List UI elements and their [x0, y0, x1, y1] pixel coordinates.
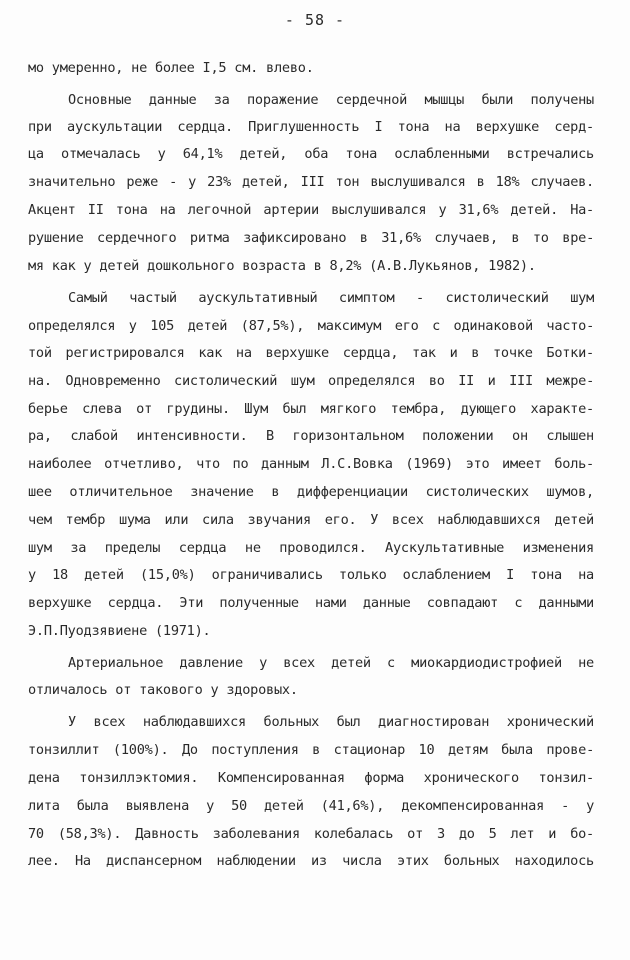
- text-line: при аускультации сердца. Приглушенность I тона на верхушке серд-: [28, 119, 594, 135]
- text-line: мя как у детей дошкольного возраста в 8,2% (А.В.Лукьянов, 1982).: [28, 258, 536, 274]
- text-line: тонзиллит (100%). До поступления в стационар 10 детям была прове-: [28, 742, 594, 758]
- text-line: шее отличительное значение в дифференциации систолических шумов,: [28, 484, 594, 500]
- text-line: Э.П.Пуодзявиене (1971).: [28, 623, 211, 639]
- text-line: лее. На диспансерном наблюдении из числа этих больных находилось: [28, 853, 594, 869]
- text-line: 70 (58,3%). Давность заболевания колебалась от 3 до 5 лет и бо-: [28, 826, 594, 842]
- text-line: Акцент II тона на легочной артерии выслушивался у 31,6% детей. На-: [28, 202, 594, 218]
- text-line: отличалось от такового у здоровых.: [28, 682, 298, 698]
- page-number: - 58 -: [284, 11, 346, 29]
- text-line: значительно реже - у 23% детей, III тон выслушивался в 18% случаев.: [28, 174, 594, 190]
- text-line: чем тембр шума или сила звучания его. У всех наблюдавшихся детей: [28, 512, 594, 528]
- text-line: шум за пределы сердца не проводился. Аускультативные изменения: [28, 540, 594, 556]
- text-line: У всех наблюдавшихся больных был диагностирован хронический: [68, 714, 594, 730]
- text-line: наиболее отчетливо, что по данным Л.С.Вовка (1969) это имеет боль-: [28, 456, 594, 472]
- text-line: Основные данные за поражение сердечной мышцы были получены: [68, 92, 594, 108]
- text-line: ца отмечалась у 64,1% детей, оба тона ослабленными встречались: [28, 146, 594, 162]
- text-line: Артериальное давление у всех детей с миокардиодистрофией не: [68, 655, 594, 671]
- text-line: берье слева от грудины. Шум был мягкого тембра, дующего характе-: [28, 401, 594, 417]
- text-line: дена тонзиллэктомия. Компенсированная форма хронического тонзил-: [28, 770, 594, 786]
- text-line: лита была выявлена у 50 детей (41,6%), декомпенсированная - у: [28, 798, 594, 814]
- text-line: у 18 детей (15,0%) ограничивались только ослаблением I тона на: [28, 567, 594, 583]
- text-line: рушение сердечного ритма зафиксировано в 31,6% случаев, в то вре-: [28, 230, 594, 246]
- text-line: мо умеренно, не более I,5 см. влево.: [28, 60, 314, 76]
- text-line: на. Одновременно систолический шум определялся во II и III межре-: [28, 373, 594, 389]
- text-line: Самый частый аускультативный симптом - систолический шум: [68, 290, 594, 306]
- text-line: той регистрировался как на верхушке сердца, так и в точке Ботки-: [28, 345, 594, 361]
- text-line: определялся у 105 детей (87,5%), максимум его с одинаковой часто-: [28, 318, 594, 334]
- text-line: ра, слабой интенсивности. В горизонтальном положении он слышен: [28, 428, 594, 444]
- text-line: верхушке сердца. Эти полученные нами данные совпадают с данными: [28, 595, 594, 611]
